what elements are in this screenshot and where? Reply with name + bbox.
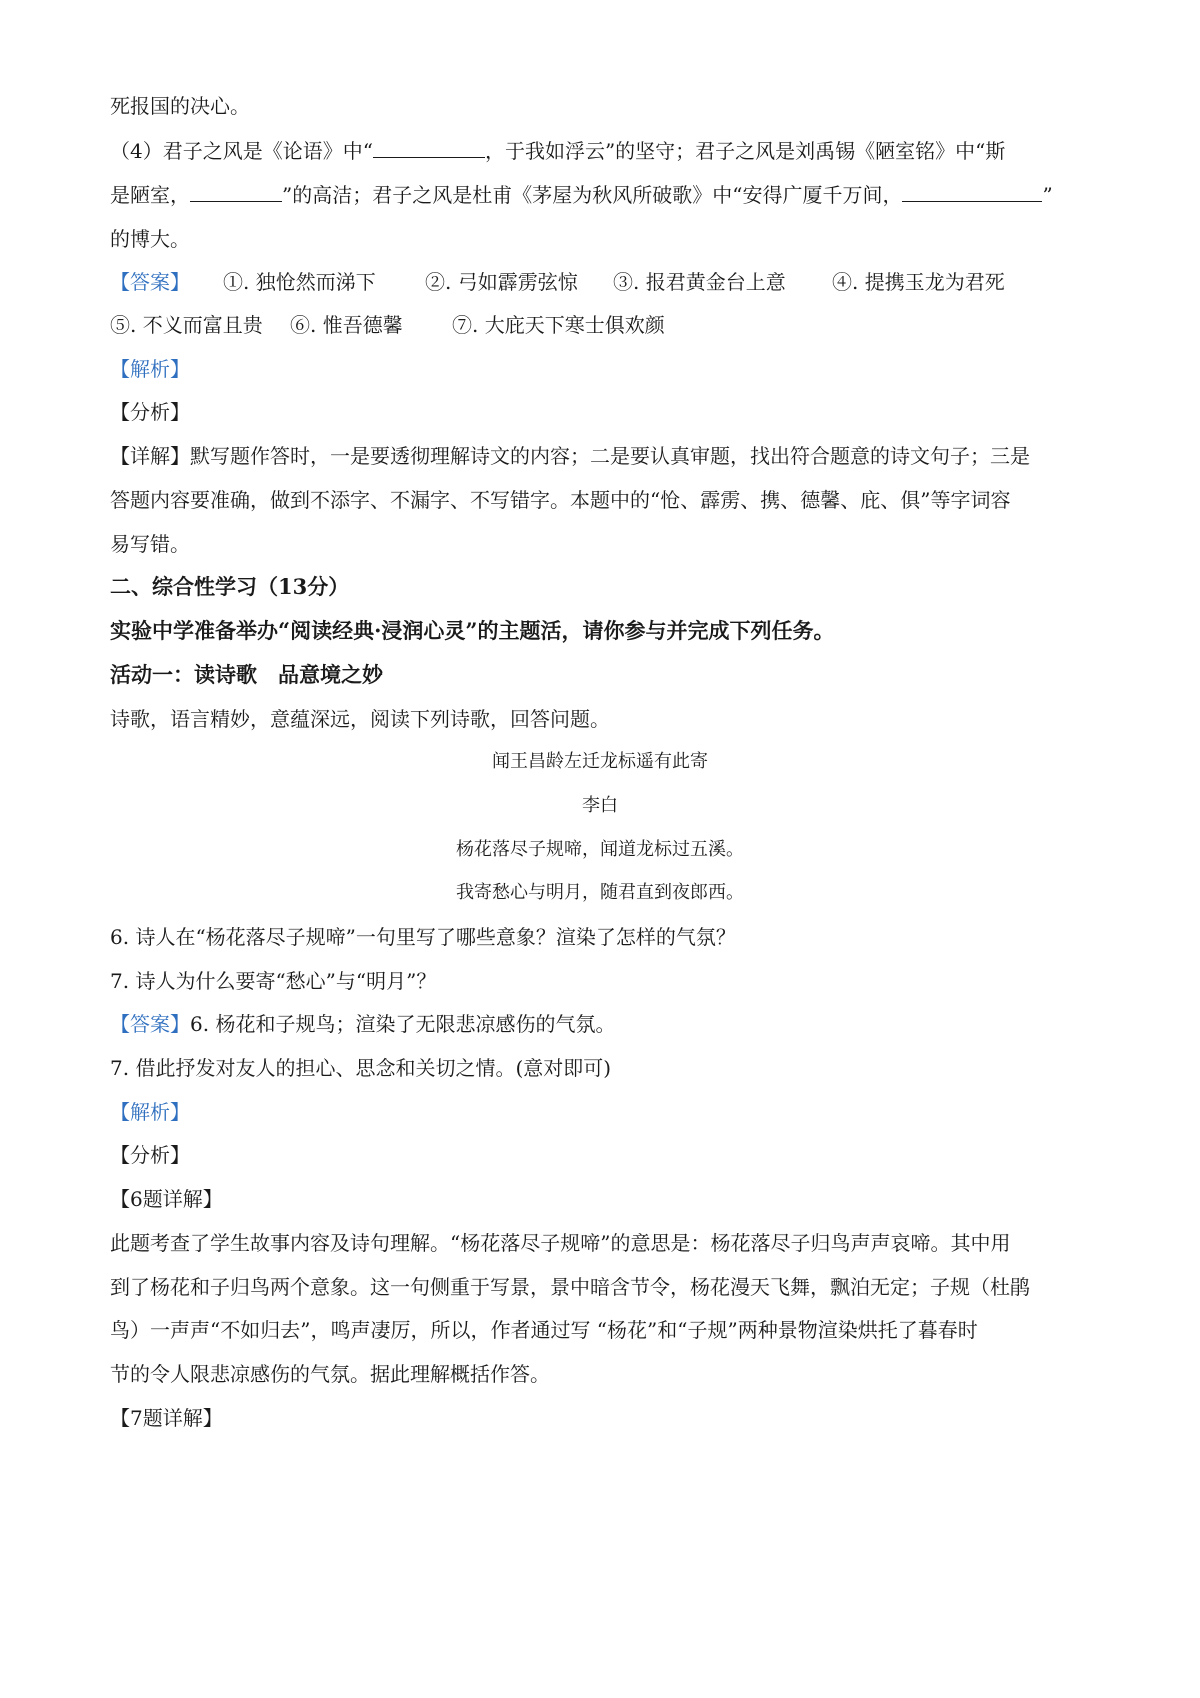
- text-segment: ”的高洁；君子之风是杜甫《茅屋为秋风所破歌》中“安得广厦千万间，: [282, 183, 903, 207]
- detail-7-heading: 【7题详解】: [110, 1406, 223, 1430]
- text-segment: 是陋室，: [110, 183, 190, 207]
- answer-item: ⑤. 不义而富且贵: [110, 313, 263, 337]
- answer-label: 【答案】: [110, 1012, 190, 1036]
- detail-6-heading: 【6题详解】: [110, 1187, 223, 1211]
- detail-text: 鸟）一声声“不如归去”，鸣声凄厉，所以，作者通过写 “杨花”和“子规”两种景物渲染烘托了暮春时: [110, 1318, 978, 1342]
- analysis-label: 【解析】: [110, 1100, 190, 1124]
- analysis-label: 【解析】: [110, 357, 190, 381]
- answer-label: 【答案】: [110, 270, 190, 294]
- detail-text: 易写错。: [110, 532, 190, 556]
- detail-text: 答题内容要准确，做到不添字、不漏字、不写错字。本题中的“怆、霹雳、携、德馨、庇、俱”等字词容: [110, 488, 1011, 512]
- answer-text: 6. 杨花和子规鸟；渲染了无限悲凉感伤的气氛。: [190, 1012, 616, 1036]
- answer-item: ①. 独怆然而涕下: [223, 270, 376, 294]
- text-segment: ”: [1042, 183, 1053, 207]
- answer-item: ②. 弓如霹雳弦惊: [425, 270, 578, 294]
- question-6: 6. 诗人在“杨花落尽子规啼”一句里写了哪些意象？渲染了怎样的气氛？: [110, 925, 736, 949]
- activity-title: 活动一：读诗歌 品意境之妙: [110, 662, 383, 687]
- answer-item: ⑦. 大庇天下寒士俱欢颜: [452, 313, 665, 337]
- detail-text: 此题考查了学生故事内容及诗句理解。“杨花落尽子规啼”的意思是：杨花落尽子归鸟声声哀啼。其中用: [110, 1231, 1011, 1255]
- poem-author: 李白: [582, 795, 618, 816]
- detail-text: 【详解】默写题作答时，一是要透彻理解诗文的内容；二是要认真审题，找出符合题意的诗文句子；三是: [110, 444, 1030, 468]
- poem-prompt: 诗歌，语言精妙，意蕴深远，阅读下列诗歌，回答问题。: [110, 707, 610, 731]
- detail-text: 到了杨花和子归鸟两个意象。这一句侧重于写景，景中暗含节令，杨花漫天飞舞，飘泊无定；子规（杜鹃: [110, 1275, 1030, 1299]
- answer-item: ⑥. 惟吾德馨: [290, 313, 403, 337]
- answer-6: [110, 1009, 1100, 1039]
- fenxi-label: 【分析】: [110, 400, 190, 424]
- fill-blank-3: [902, 181, 1042, 202]
- section-intro: 实验中学准备举办“阅读经典·浸润心灵”的主题活，请你参与并完成下列任务。: [110, 618, 835, 643]
- fenxi-label: 【分析】: [110, 1143, 190, 1167]
- poem-line-1: 杨花落尽子规啼，闻道龙标过五溪。: [456, 839, 744, 860]
- question-4-line-1: [110, 136, 1100, 166]
- answer-7: 7. 借此抒发对友人的担心、思念和关切之情。(意对即可): [110, 1056, 612, 1080]
- text-line: 的博大。: [110, 227, 190, 251]
- question-7: 7. 诗人为什么要寄“愁心”与“明月”？: [110, 969, 437, 993]
- poem-line-2: 我寄愁心与明月，随君直到夜郎西。: [456, 882, 744, 903]
- section-title: 二、综合性学习（13分）: [110, 574, 350, 599]
- answer-item: ③. 报君黄金台上意: [613, 270, 786, 294]
- question-4-line-2: [110, 180, 1100, 210]
- detail-text: 节的令人限悲凉感伤的气氛。据此理解概括作答。: [110, 1362, 550, 1386]
- text-segment: （4）君子之风是《论语》中“: [110, 139, 373, 163]
- text-line: 死报国的决心。: [110, 94, 250, 118]
- answer-row-1: [110, 267, 1100, 297]
- answer-row-2: [110, 310, 1100, 340]
- poem-title: 闻王昌龄左迁龙标遥有此寄: [492, 751, 708, 772]
- text-segment: ，于我如浮云”的坚守；君子之风是刘禹锡《陋室铭》中“斯: [484, 139, 1006, 163]
- fill-blank-2: [190, 181, 282, 202]
- fill-blank-1: [373, 137, 485, 158]
- answer-item: ④. 提携玉龙为君死: [832, 270, 1005, 294]
